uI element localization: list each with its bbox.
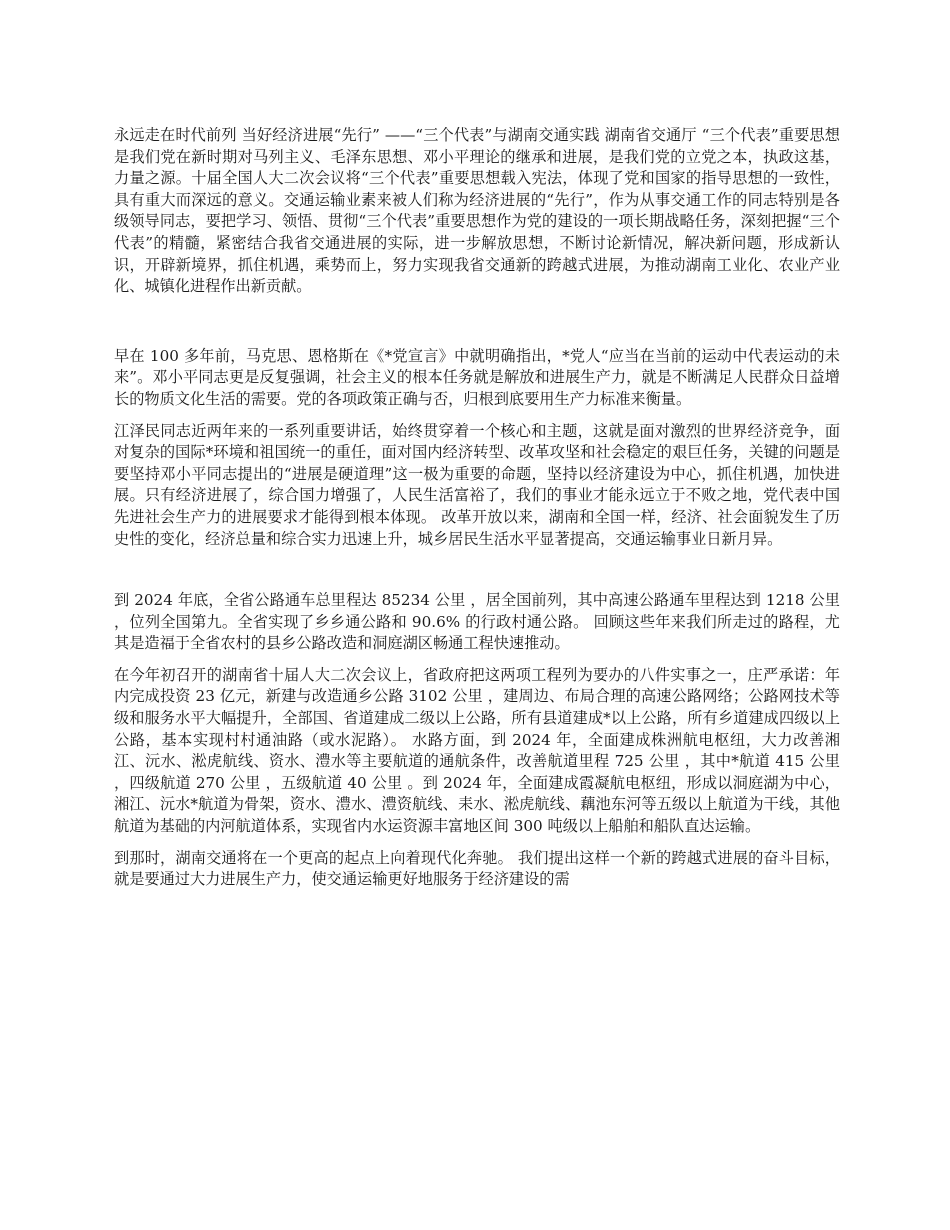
section-gap xyxy=(114,298,840,346)
paragraph-title-intro: 永远走在时代前列 当好经济进展“先行” ——“三个代表”与湖南交通实践 湖南省交通厅 “三个代表”重要思想是我们党在新时期对马列主义、毛泽东思想、邓小平理论的继承和进展，是我们党的立党之本，执政这基，力量之源。十届全国人大二次会议将“三个代表”重要思想载入宪法，体现了党和国家的指导思想的一致性，具有重大而深远的意义。交通运输业素来被人们称为经济进展的“先行”，作为从事交通工作的同志特别是各级领导同志，要把学习、领悟、贯彻“三个代表”重要思想作为党的建设的一项长期战略任务，深刻把握“三个代表”的精髓，紧密结合我省交通进展的实际，进一步解放思想，不断讨论新情况，解决新问题，形成新认识，开辟新境界，抓住机遇，乘势而上，努力实现我省交通新的跨越式进展，为推动湖南工业化、农业产业化、城镇化进程作出新贡献。 xyxy=(114,126,840,296)
paragraph-provincial-plan: 在今年初召开的湖南省十届人大二次会议上，省政府把这两项工程列为要办的八件实事之一，庄严承诺：年内完成投资 23 亿元，新建与改造通乡公路 3102 公里 ，建周边、布局合理的高速公路网络；公路网技术等级和服务水平大幅提升，全部国、省道建成二级以上公路，所有县道建成*以上公路，所有乡道建成四级以上公路，基本实现村村通油路（或水泥路）。 水路方面，到 2024 年，全面建成株洲航电枢纽，大力改善湘江、沅水、淞虎航线、资水、澧水等主要航道的通航条件，改善航道里程 725 公里 ，其中*航道 415 公里 ，四级航道 270 公里 ，五级航道 40 公里 。到 2024 年，全面建成霞凝航电枢纽，形成以洞庭湖为中心，湘江、沅水*航道为骨架，资水、澧水、澧资航线、耒水、淞虎航线、藕池东河等五级以上航道为干线，其他航道为基础的内河航道体系，实现省内水运资源丰富地区间 300 吨级以上船舶和船队直达运输。 xyxy=(114,665,840,836)
paragraph-jiang-zemin: 江泽民同志近两年来的一系列重要讲话，始终贯穿着一个核心和主题，这就是面对激烈的世界经济竞争，面对复杂的国际*环境和祖国统一的重任，面对国内经济转型、改革攻坚和社会稳定的艰巨任务，关键的问题是要坚持邓小平同志提出的“进展是硬道理”这一极为重要的命题，坚持以经济建设为中心，抓住机遇，加快进展。只有经济进展了，综合国力增强了，人民生活富裕了，我们的事业才能永远立于不败之地，党代表中国先进社会生产力的进展要求才能得到根本体现。 改革开放以来，湖南和全国一样，经济、社会面貌发生了历史性的变化，经济总量和综合实力迅速上升，城乡居民生活水平显著提高，交通运输事业日新月异。 xyxy=(114,421,840,548)
paragraph-modernization: 到那时，湖南交通将在一个更高的起点上向着现代化奔驰。 我们提出这样一个新的跨越式进展的奋斗目标，就是要通过大力进展生产力，使交通运输更好地服务于经济建设的需 xyxy=(114,848,840,889)
paragraph-gap xyxy=(114,655,840,665)
paragraph-marx-engels: 早在 100 多年前，马克思、恩格斯在《*党宣言》中就明确指出，*党人“应当在当前的运动中代表运动的未来”。邓小平同志更是反复强调，社会主义的根本任务就是解放和进展生产力，就是不断满足人民群众日益增长的物质文化生活的需要。党的各项政策正确与否，归根到底要用生产力标准来衡量。 xyxy=(114,346,840,408)
paragraph-highway-stats: 到 2024 年底，全省公路通车总里程达 85234 公里 ，居全国前列，其中高速公路通车里程达到 1218 公里 ，位列全国第九。全省实现了乡乡通公路和 90.6% 的行政村通公路。 回顾这些年来我们所走过的路程，尤其是造福于全省农村的县乡公路改造和洞庭湖区畅通工程快速推动。 xyxy=(114,591,840,653)
document-body xyxy=(114,125,840,891)
paragraph-gap xyxy=(114,411,840,421)
paragraph-gap xyxy=(114,838,840,848)
section-gap xyxy=(114,550,840,590)
